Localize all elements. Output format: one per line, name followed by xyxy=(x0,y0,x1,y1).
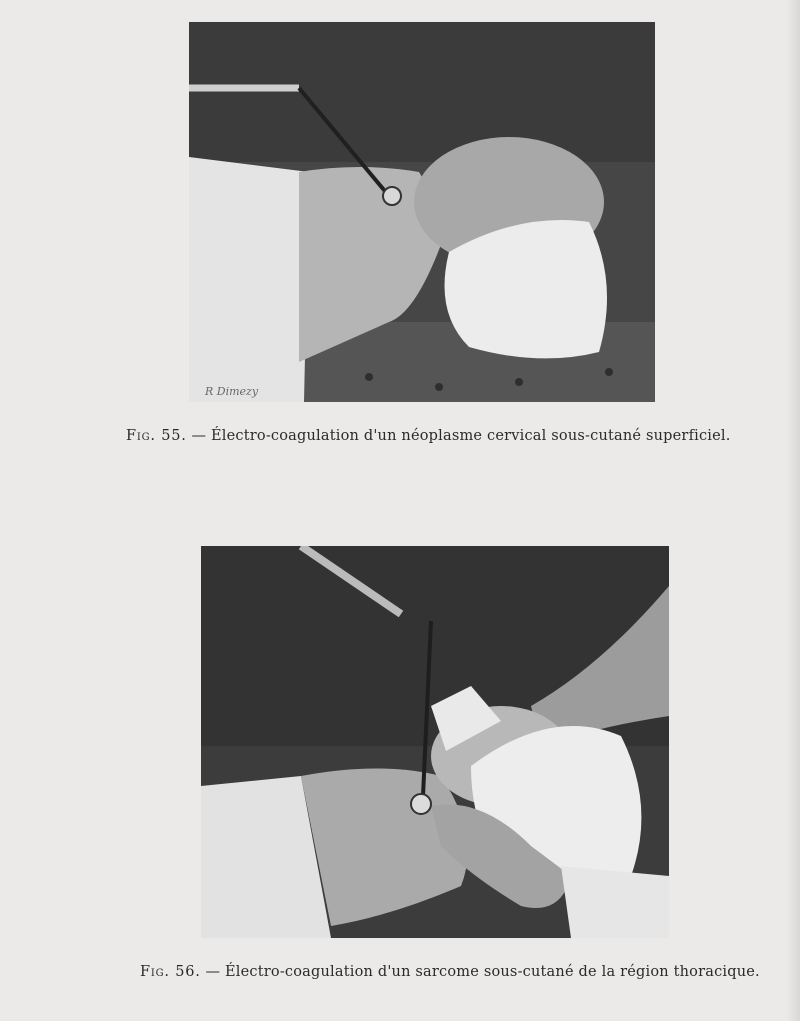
figure-55-label: Fig. 55. xyxy=(126,428,187,444)
figure-56-caption-text: — Électro-coagulation d'un sarcome sous-cutané de la région thoracique. xyxy=(205,964,760,980)
figure-56-caption xyxy=(140,964,760,980)
figure-55-caption-text: — Électro-coagulation d'un néoplasme cervical sous-cutané superficiel. xyxy=(191,428,731,444)
figure-56-photo xyxy=(201,546,669,938)
figure-56-label: Fig. 56. xyxy=(140,964,201,980)
artist-signature: R Dimezy xyxy=(205,385,259,398)
page-edge-shadow xyxy=(786,0,800,1021)
figure-55-photo xyxy=(189,22,655,402)
figure-55-caption xyxy=(126,428,731,444)
